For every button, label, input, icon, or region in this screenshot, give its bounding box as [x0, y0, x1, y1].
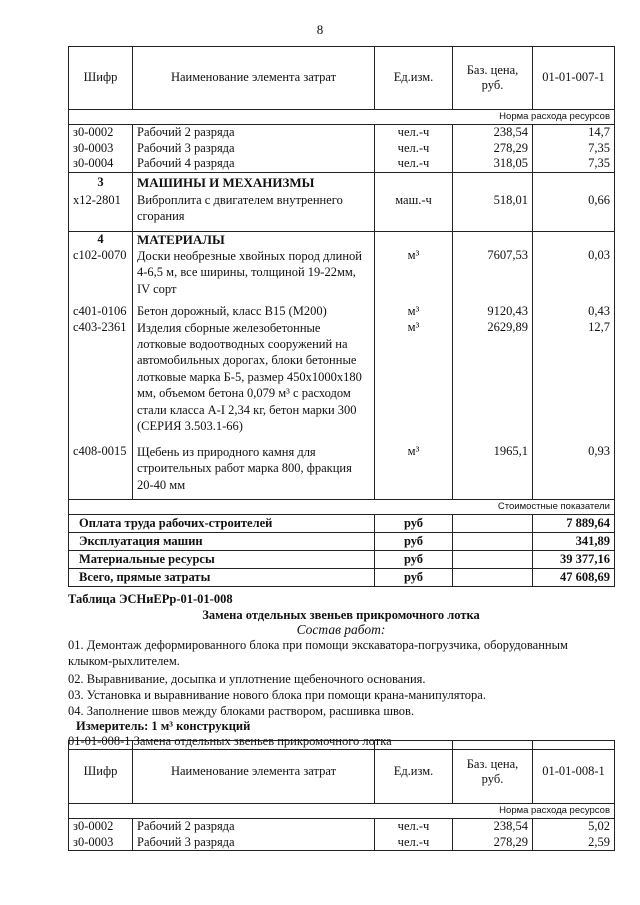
item-caption: 01-01-008-1 Замена отдельных звеньев прикромочного лотка [68, 733, 614, 750]
table-row: з0-0002 Рабочий 2 разряда чел.-ч 238,54 14,7 [69, 125, 615, 141]
meter: Измеритель: 1 м³ конструкций [76, 719, 251, 733]
table-title: Таблица ЭСНиЕРр-01-01-008 [68, 592, 233, 606]
table-row: з0-0003 Рабочий 3 разряда чел.-ч 278,29 2,59 [69, 835, 615, 851]
table-header [69, 741, 615, 804]
col-unit: Ед.изм. [375, 47, 453, 110]
section-row-materials: 4 МАТЕРИАЛЫ [69, 232, 615, 248]
table-row: с403-2361 Изделия сборные железобетонные лотковые водоотводных сооружений на автомобильных дорогах, блоки бетонные лотковые марка Б-5, размер 450х1000х180 мм, объемом бетона 0,079 м³ с расходом стали класса А-I 2,34 кг, бетон марки 300 (СЕРИЯ 3.503.1-66) м³ 2629,89 12,7 [69, 320, 615, 444]
page-number: 8 [316, 22, 324, 37]
resource-table-2 [68, 740, 615, 851]
col-price: Баз. цена, руб. [453, 741, 533, 804]
work-item: 02. Выравнивание, досыпка и уплотнение щебеночного основания. [68, 672, 426, 686]
total-row: Оплата труда рабочих-строителей руб 7 889,64 [69, 514, 615, 532]
col-unit: Ед.изм. [375, 741, 453, 804]
works-heading: Состав работ: [296, 622, 386, 637]
total-row: Всего, прямые затраты руб 47 608,69 [69, 568, 615, 586]
col-code: Шифр [69, 741, 133, 804]
col-name: Наименование элемента затрат [133, 741, 375, 804]
col-price: Баз. цена, руб. [453, 47, 533, 110]
col-code: Шифр [69, 47, 133, 110]
total-row: Материальные ресурсы руб 39 377,16 [69, 550, 615, 568]
cost-label: Стоимостные показатели [69, 499, 615, 514]
total-row: Эксплуатация машин руб 341,89 [69, 532, 615, 550]
work-item: 03. Установка и выравнивание нового блока при помощи крана-манипулятора. [68, 688, 486, 702]
table-subtitle: Замена отдельных звеньев прикромочного лотка [202, 608, 480, 622]
col-name: Наименование элемента затрат [133, 47, 375, 110]
table-row: с408-0015 Щебень из природного камня для строительных работ марка 800, фракция 20-40 мм м³ 1965,1 0,93 [69, 444, 615, 500]
norm-label: Норма расхода ресурсов [69, 804, 615, 819]
norm-label: Норма расхода ресурсов [69, 110, 615, 125]
section-row-machines: 3 МАШИНЫ И МЕХАНИЗМЫ [69, 172, 615, 190]
table-row: з0-0002 Рабочий 2 разряда чел.-ч 238,54 5,02 [69, 819, 615, 835]
resource-table-1 [68, 46, 615, 587]
table-row: з0-0003 Рабочий 3 разряда чел.-ч 278,29 7,35 [69, 141, 615, 157]
table-row: с401-0106 Бетон дорожный, класс В15 (М200) м³ 9120,43 0,43 [69, 304, 615, 320]
work-item: 04. Заполнение швов между блоками раствором, расшивка швов. [68, 704, 415, 718]
work-item: 01. Демонтаж деформированного блока при помощи экскаватора-погрузчика, оборудованным клыком-рыхлителем. [68, 638, 568, 668]
col-norm-code: 01-01-007-1 [533, 47, 615, 110]
table-row: з0-0004 Рабочий 4 разряда чел.-ч 318,05 7,35 [69, 156, 615, 172]
col-norm-code: 01-01-008-1 [533, 741, 615, 804]
table-header [69, 47, 615, 110]
table-row: с102-0070 Доски необрезные хвойных пород длиной 4-6,5 м, все ширины, толщиной 19-22мм, IV сорт м³ 7607,53 0,03 [69, 248, 615, 304]
table-row: х12-2801 Виброплита с двигателем внутреннего сгорания маш.-ч 518,01 0,66 [69, 190, 615, 232]
